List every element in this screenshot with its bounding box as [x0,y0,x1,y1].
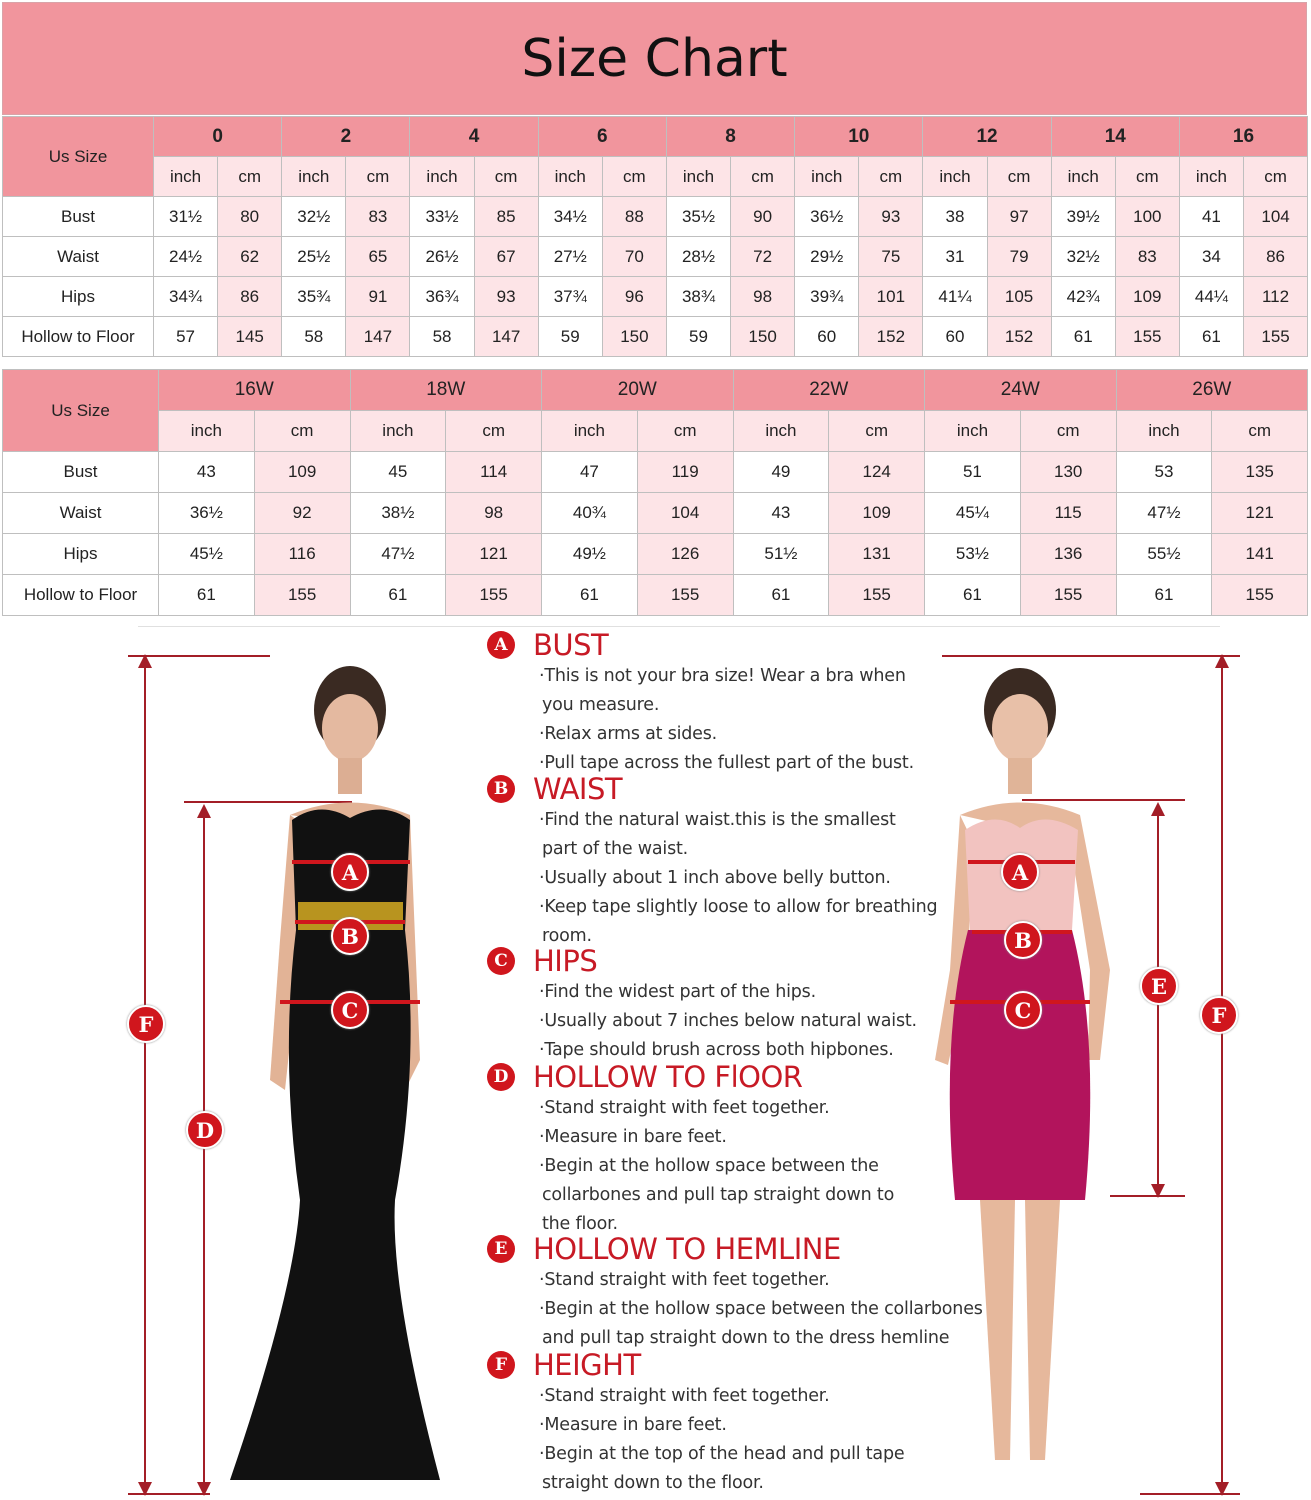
title-band [2,2,1307,115]
table-cell: 38 [923,197,987,237]
instruction-line: ·Begin at the hollow space between the [539,1156,879,1176]
table-cell: 49½ [542,534,638,575]
section-title: HEIGHT [533,1348,641,1382]
unit-cm: cm [637,411,733,452]
table-row [3,317,1308,357]
table-cell: 43 [159,452,255,493]
table-cell: 45½ [159,534,255,575]
divider [138,626,1220,627]
instruction-line: and pull tap straight down to the dress hemline [542,1328,950,1348]
marker-d-left: D [186,1111,224,1149]
size-header: 6 [538,117,666,157]
table-cell: 101 [859,277,923,317]
marker-b-left: B [331,917,369,955]
table-cell: 58 [282,317,346,357]
unit-inch: inch [1051,157,1115,197]
table-cell: 51½ [733,534,829,575]
table-cell: 47½ [1116,493,1212,534]
table-cell: 39½ [1051,197,1115,237]
table-cell: 27½ [538,237,602,277]
table-cell: 85 [474,197,538,237]
table-cell: 45 [350,452,446,493]
table-cell: 104 [1243,197,1307,237]
row-label: Hips [3,534,159,575]
section-heading [487,944,987,978]
unit-inch: inch [666,157,730,197]
table-cell: 61 [1116,575,1212,616]
table-cell: 80 [218,197,282,237]
table-cell: 61 [542,575,638,616]
table-cell: 34¾ [154,277,218,317]
table-cell: 135 [1212,452,1308,493]
section-heading [487,1232,987,1266]
table-cell: 109 [254,452,350,493]
size-header: 10 [795,117,923,157]
table-cell: 116 [254,534,350,575]
table-cell: 105 [987,277,1051,317]
unit-cm: cm [602,157,666,197]
table-cell: 44¼ [1179,277,1243,317]
table-cell: 59 [666,317,730,357]
letter-badge: B [487,775,515,803]
unit-inch: inch [350,411,446,452]
us-size-header: Us Size [3,117,154,197]
table-cell: 130 [1020,452,1116,493]
table-cell: 126 [637,534,733,575]
table-row [3,277,1308,317]
instruction-line: part of the waist. [542,839,689,859]
table-row [3,534,1308,575]
instruction-line: ·Stand straight with feet together. [539,1386,830,1406]
instruction-line: ·Tape should brush across both hipbones. [539,1040,894,1060]
size-header: 16W [159,370,351,411]
size-header: 26W [1116,370,1308,411]
table-cell: 58 [410,317,474,357]
table-row [3,452,1308,493]
size-header: 0 [154,117,282,157]
unit-inch: inch [925,411,1021,452]
instruction-line: ·Measure in bare feet. [539,1415,727,1435]
unit-cm: cm [1212,411,1308,452]
instruction-line: ·Stand straight with feet together. [539,1270,830,1290]
table-cell: 43 [733,493,829,534]
table-cell: 24½ [154,237,218,277]
unit-cm: cm [474,157,538,197]
table-cell: 51 [925,452,1021,493]
letter-badge: D [487,1063,515,1091]
table-cell: 72 [731,237,795,277]
section-title: BUST [533,628,609,662]
letter-badge: A [487,631,515,659]
instruction-line: ·Begin at the top of the head and pull tape [539,1444,905,1464]
unit-inch: inch [282,157,346,197]
unit-inch: inch [538,157,602,197]
unit-inch: inch [733,411,829,452]
size-header: 2 [282,117,410,157]
table-cell: 38½ [350,493,446,534]
unit-inch: inch [542,411,638,452]
instruction-line: ·Pull tape across the fullest part of the bust. [539,753,914,773]
unit-cm: cm [254,411,350,452]
unit-cm: cm [218,157,282,197]
table-cell: 155 [1212,575,1308,616]
table-cell: 100 [1115,197,1179,237]
marker-b-right: B [1004,921,1042,959]
size-header: 8 [666,117,794,157]
table-cell: 109 [829,493,925,534]
section-heading [487,628,987,662]
unit-cm: cm [1115,157,1179,197]
marker-a-right: A [1001,853,1039,891]
unit-inch: inch [795,157,859,197]
table-cell: 75 [859,237,923,277]
instruction-line: straight down to the floor. [542,1473,764,1493]
table-cell: 42¾ [1051,277,1115,317]
unit-inch: inch [154,157,218,197]
instruction-line: ·Measure in bare feet. [539,1127,727,1147]
section-title: HOLLOW TO FlOOR [533,1060,803,1094]
section-waist [487,772,987,951]
instruction-line: ·Relax arms at sides. [539,724,718,744]
table-cell: 96 [602,277,666,317]
size-header: 16 [1179,117,1307,157]
unit-cm: cm [446,411,542,452]
table-cell: 121 [1212,493,1308,534]
size-table-standard [2,116,1308,357]
unit-cm: cm [987,157,1051,197]
table-cell: 41 [1179,197,1243,237]
table-cell: 49 [733,452,829,493]
row-label: Waist [3,237,154,277]
unit-cm: cm [829,411,925,452]
table-cell: 28½ [666,237,730,277]
table-cell: 45¼ [925,493,1021,534]
section-heading [487,1060,987,1094]
section-title: HIPS [533,944,598,978]
letter-badge: F [487,1351,515,1379]
table-cell: 39¾ [795,277,859,317]
table-cell: 32½ [282,197,346,237]
table-cell: 36½ [795,197,859,237]
instruction-line: ·Find the widest part of the hips. [539,982,816,1002]
table-cell: 98 [731,277,795,317]
table-cell: 90 [731,197,795,237]
table-cell: 115 [1020,493,1116,534]
unit-cm: cm [1243,157,1307,197]
unit-cm: cm [346,157,410,197]
table-row [3,237,1308,277]
size-header: 4 [410,117,538,157]
size-header: 20W [542,370,734,411]
unit-inch: inch [923,157,987,197]
unit-inch: inch [410,157,474,197]
measurement-guide [0,620,1311,1500]
table-cell: 31½ [154,197,218,237]
table-cell: 34½ [538,197,602,237]
instruction-line: ·Keep tape slightly loose to allow for breathing [539,897,938,917]
table-cell: 91 [346,277,410,317]
table-cell: 83 [1115,237,1179,277]
size-header: 22W [733,370,925,411]
table-cell: 61 [733,575,829,616]
table-row [3,493,1308,534]
table-cell: 150 [602,317,666,357]
table-cell: 35¾ [282,277,346,317]
row-label: Hips [3,277,154,317]
table-cell: 112 [1243,277,1307,317]
size-header: 18W [350,370,542,411]
table-cell: 79 [987,237,1051,277]
unit-inch: inch [1179,157,1243,197]
table-cell: 60 [923,317,987,357]
table-cell: 155 [254,575,350,616]
table-cell: 88 [602,197,666,237]
instruction-line: you measure. [542,695,660,715]
table-cell: 47½ [350,534,446,575]
unit-inch: inch [1116,411,1212,452]
table-cell: 145 [218,317,282,357]
table-cell: 36¾ [410,277,474,317]
table-cell: 98 [446,493,542,534]
page-title: Size Chart [521,28,788,89]
letter-badge: C [487,947,515,975]
instruction-line: ·Stand straight with feet together. [539,1098,830,1118]
row-label: Hollow to Floor [3,575,159,616]
table-cell: 53½ [925,534,1021,575]
table-cell: 60 [795,317,859,357]
table-cell: 131 [829,534,925,575]
letter-badge: E [487,1235,515,1263]
table-cell: 136 [1020,534,1116,575]
table-cell: 33½ [410,197,474,237]
table-cell: 93 [859,197,923,237]
section-hollow-to-hemline [487,1232,987,1353]
mermaid-gown-figure [120,640,480,1500]
instruction-line: the floor. [542,1214,618,1234]
table-cell: 119 [637,452,733,493]
instruction-line: ·This is not your bra size! Wear a bra when [539,666,906,686]
table-cell: 65 [346,237,410,277]
table-cell: 147 [346,317,410,357]
row-label: Bust [3,197,154,237]
table-cell: 40¾ [542,493,638,534]
table-cell: 141 [1212,534,1308,575]
row-label: Waist [3,493,159,534]
table-cell: 155 [1115,317,1179,357]
table-cell: 35½ [666,197,730,237]
instruction-line: room. [542,926,592,946]
table-cell: 155 [446,575,542,616]
table-row [3,575,1308,616]
table-cell: 150 [731,317,795,357]
table-cell: 104 [637,493,733,534]
section-hollow-to-floor [487,1060,987,1239]
table-cell: 93 [474,277,538,317]
section-bust [487,628,987,778]
table-cell: 155 [1243,317,1307,357]
size-header: 24W [925,370,1117,411]
table-cell: 31 [923,237,987,277]
table-cell: 86 [1243,237,1307,277]
table-cell: 41¼ [923,277,987,317]
unit-cm: cm [731,157,795,197]
table-cell: 109 [1115,277,1179,317]
table-cell: 61 [925,575,1021,616]
marker-f-left: F [127,1005,165,1043]
size-header: 14 [1051,117,1179,157]
table-cell: 70 [602,237,666,277]
table-cell: 97 [987,197,1051,237]
table-cell: 114 [446,452,542,493]
table-cell: 61 [1051,317,1115,357]
section-hips [487,944,987,1065]
instruction-line: ·Usually about 7 inches below natural waist. [539,1011,917,1031]
instruction-line: collarbones and pull tap straight down to [542,1185,895,1205]
row-label: Bust [3,452,159,493]
table-cell: 37¾ [538,277,602,317]
table-cell: 121 [446,534,542,575]
table-cell: 83 [346,197,410,237]
table-cell: 61 [159,575,255,616]
table-cell: 155 [829,575,925,616]
table-cell: 67 [474,237,538,277]
unit-cm: cm [1020,411,1116,452]
section-heading [487,1348,987,1382]
unit-cm: cm [859,157,923,197]
section-title: WAIST [533,772,623,806]
marker-c-right: C [1004,991,1042,1029]
table-cell: 26½ [410,237,474,277]
us-size-header: Us Size [3,370,159,452]
table-cell: 124 [829,452,925,493]
size-table-plus [2,369,1308,616]
table-cell: 25½ [282,237,346,277]
table-cell: 155 [1020,575,1116,616]
table-cell: 86 [218,277,282,317]
table-cell: 155 [637,575,733,616]
table-cell: 152 [987,317,1051,357]
table-cell: 59 [538,317,602,357]
table-cell: 62 [218,237,282,277]
marker-e-right: E [1140,967,1178,1005]
marker-f-right: F [1200,996,1238,1034]
table-cell: 36½ [159,493,255,534]
marker-a-left: A [331,853,369,891]
table-cell: 61 [350,575,446,616]
section-heading [487,772,987,806]
table-cell: 38¾ [666,277,730,317]
table-cell: 34 [1179,237,1243,277]
table-cell: 57 [154,317,218,357]
row-label: Hollow to Floor [3,317,154,357]
table-cell: 152 [859,317,923,357]
section-title: HOLLOW TO HEMLINE [533,1232,841,1266]
size-header: 12 [923,117,1051,157]
table-cell: 55½ [1116,534,1212,575]
table-row [3,197,1308,237]
table-cell: 147 [474,317,538,357]
instruction-line: ·Begin at the hollow space between the collarbones [539,1299,983,1319]
unit-inch: inch [159,411,255,452]
section-height [487,1348,987,1498]
instruction-line: ·Find the natural waist.this is the smallest [539,810,896,830]
instruction-line: ·Usually about 1 inch above belly button. [539,868,891,888]
table-cell: 53 [1116,452,1212,493]
table-cell: 32½ [1051,237,1115,277]
table-cell: 92 [254,493,350,534]
table-cell: 47 [542,452,638,493]
marker-c-left: C [331,991,369,1029]
table-cell: 61 [1179,317,1243,357]
table-cell: 29½ [795,237,859,277]
